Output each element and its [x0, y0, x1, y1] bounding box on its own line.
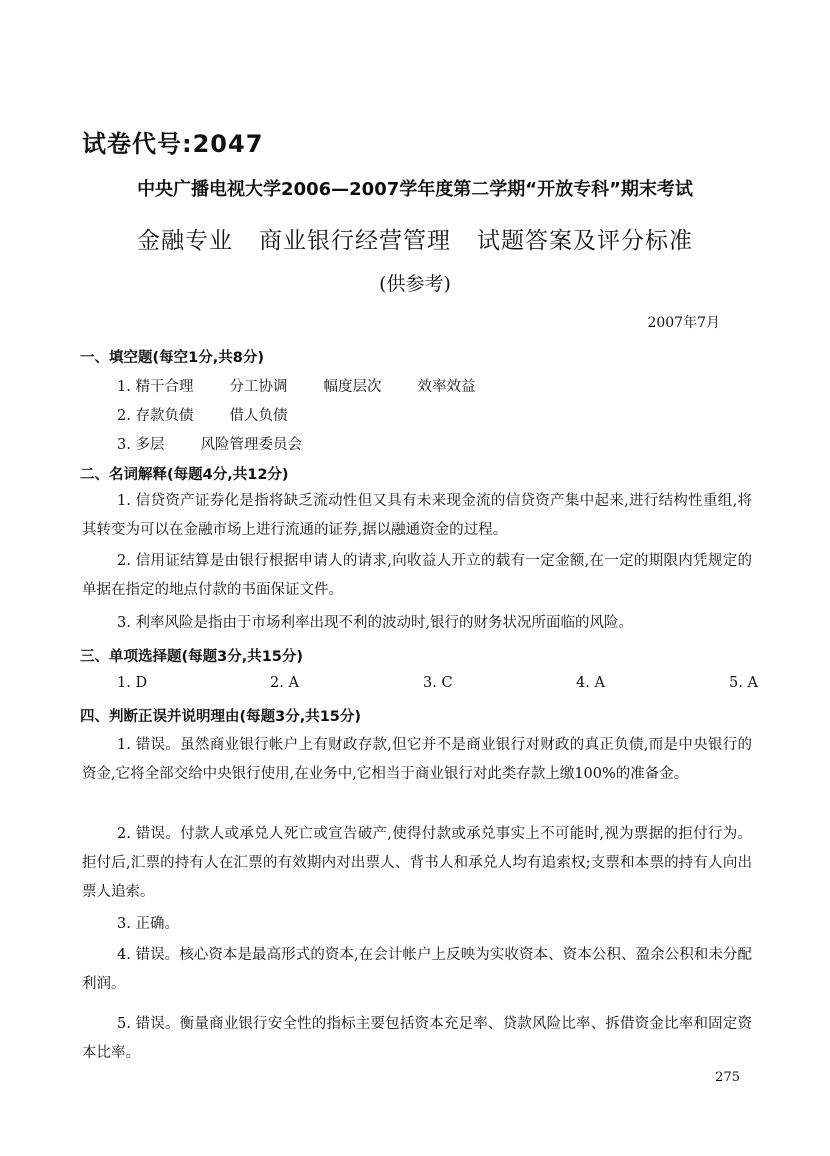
exam-date: 2007年7月 [647, 315, 720, 331]
fill-blank-answer-3 [117, 433, 338, 454]
choice-answers [117, 675, 830, 691]
choice-answer: 1. D [117, 675, 148, 691]
answer-text: 幅度层次 [323, 379, 382, 395]
choice-answer: 5. A [729, 675, 758, 691]
answer-text: 风险管理委员会 [200, 437, 302, 453]
answer-text: 分工协调 [229, 379, 288, 395]
choice-answer: 3. C [423, 675, 453, 691]
choice-answer: 4. A [576, 675, 605, 691]
subtitle-major: 金融专业 [137, 228, 233, 254]
judgment-5: 5. 错误。衡量商业银行安全性的指标主要包括资本充足率、贷款风险比率、拆借资金比率和固定资本比率。 [82, 1016, 752, 1061]
answer-text: 效率效益 [417, 379, 476, 395]
answer-text: 2. 存款负债 [117, 408, 194, 424]
section-heading-true-false: 四、判断正误并说明理由(每题3分,共15分) [80, 709, 362, 725]
subtitle-course: 商业银行经营管理 [259, 228, 451, 254]
answer-text: 借人负债 [229, 408, 288, 424]
judgment-3: 3. 正确。 [117, 916, 179, 932]
exam-code: 试卷代号:2047 [82, 130, 264, 158]
fill-blank-answer-2 [117, 404, 323, 425]
exam-title: 中央广播电视大学2006—2007学年度第二学期“开放专科”期末考试 [137, 179, 693, 200]
subtitle-type: 试题答案及评分标准 [477, 228, 693, 254]
page-number: 275 [715, 1070, 740, 1085]
exam-subtitle [0, 222, 830, 255]
answer-text: 3. 多层 [117, 437, 165, 453]
section-heading-single-choice: 三、单项选择题(每题3分,共15分) [80, 649, 304, 665]
section-heading-definitions: 二、名词解释(每题4分,共12分) [80, 467, 289, 483]
judgment-2: 2. 错误。付款人或承兑人死亡或宣告破产,使得付款或承兑事实上不可能时,视为票据的拒付行为。拒付后,汇票的持有人在汇票的有效期内对出票人、背书人和承兑人均有追索权;支票和本票的持有人向出票人追索。 [82, 826, 752, 900]
judgment-4: 4. 错误。核心资本是最高形式的资本,在会计帐户上反映为实收资本、资本公积、盈余公积和未分配利润。 [82, 947, 752, 992]
definition-2: 2. 信用证结算是由银行根据申请人的请求,向收益人开立的载有一定金额,在一定的期限内凭规定的单据在指定的地点付款的书面保证文件。 [82, 553, 752, 598]
reference-note: (供参考) [379, 273, 451, 295]
section-heading-fill-blank: 一、填空题(每空1分,共8分) [80, 350, 264, 366]
fill-blank-answer-1 [117, 375, 511, 396]
choice-answer: 2. A [270, 675, 299, 691]
answer-text: 1. 精干合理 [117, 379, 194, 395]
judgment-1: 1. 错误。虽然商业银行帐户上有财政存款,但它并不是商业银行对财政的真正负债,而是中央银行的资金,它将全部交给中央银行使用,在业务中,它相当于商业银行对此类存款上缴100%的准备金。 [82, 737, 752, 782]
definition-1: 1. 信贷资产证券化是指将缺乏流动性但又具有未来现金流的信贷资产集中起来,进行结构性重组,将其转变为可以在金融市场上进行流通的证券,据以融通资金的过程。 [82, 493, 752, 538]
definition-3: 3. 利率风险是指由于市场利率出现不利的波动时,银行的财务状况所面临的风险。 [117, 615, 634, 631]
